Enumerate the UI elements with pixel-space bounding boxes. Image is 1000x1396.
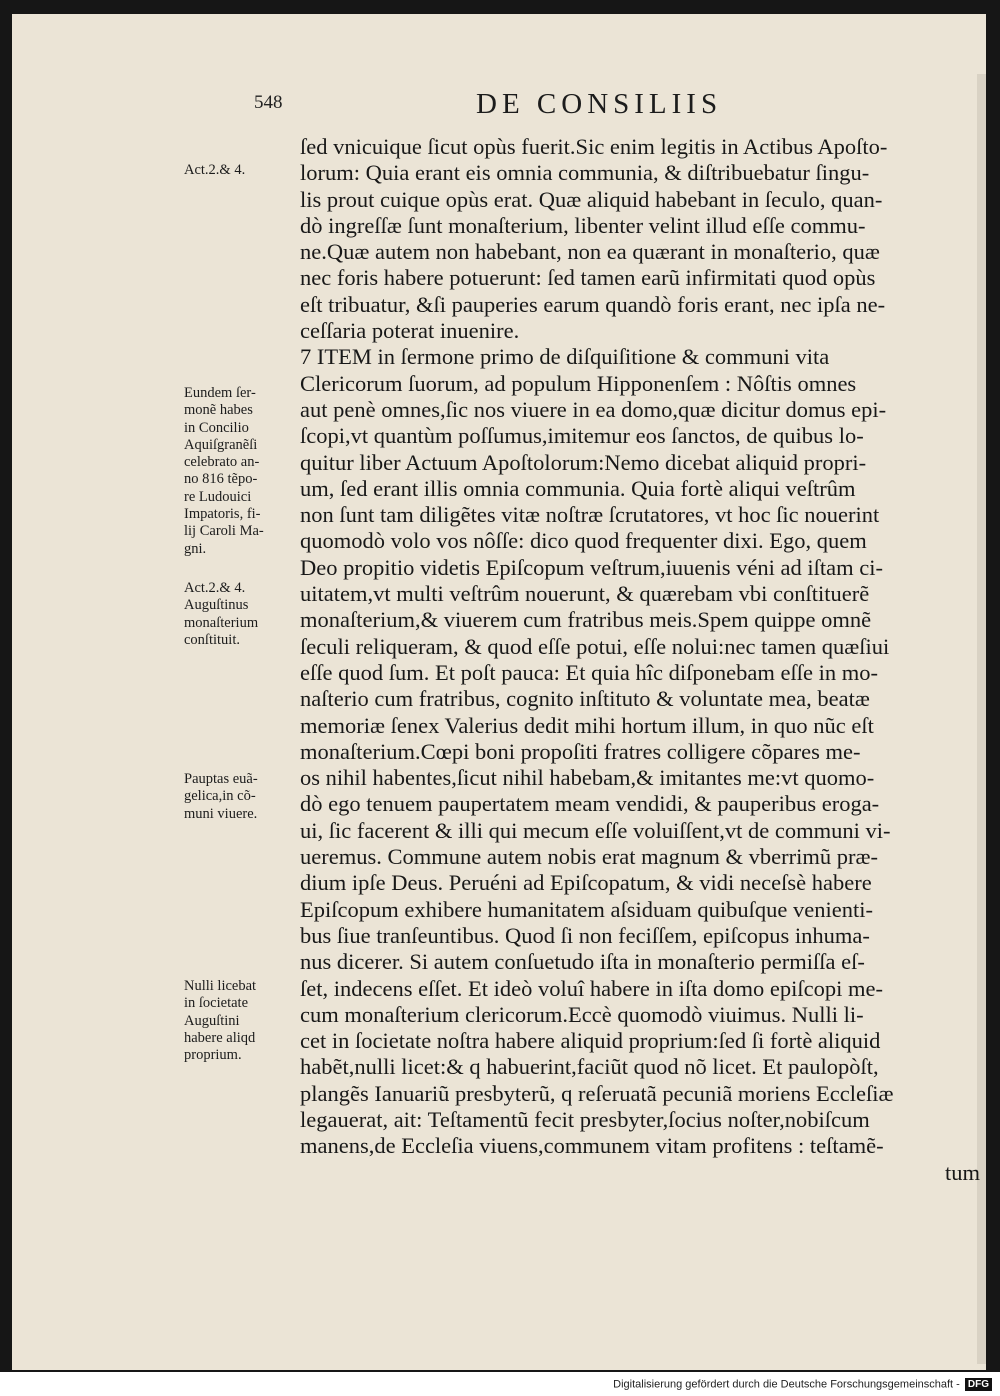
margin-note-property: [184, 978, 304, 1064]
text-line: nec foris habere potuerunt: ſed tamen earũ infirmitati quod opùs: [300, 265, 876, 291]
margin-note-line: Aquiſgranẽſi: [184, 436, 258, 453]
margin-note-line: monaſterium: [184, 614, 259, 631]
text-line: um, ſed erant illis omnia communia. Quia fortè aliqui veſtrûm: [300, 475, 856, 501]
page-number: 548: [254, 92, 283, 113]
margin-note-line: celebrato an-: [184, 454, 260, 471]
digitization-footer: [613, 1378, 992, 1391]
text-line: ſed vnicuique ſicut opùs fuerit.Sic enim legitis in Actibus Apoſto-: [300, 134, 888, 159]
footer-text: Digitalisierung gefördert durch die Deutsche Forschungsgemeinschaft -: [613, 1378, 960, 1391]
margin-note-line: Pauptas euã-: [184, 771, 258, 787]
text-line: Clericorum ſuorum, ad populum Hipponenſem : Nôſtis omnes: [300, 370, 857, 396]
text-line: cum monaſterium clericorum.Eccè quomodò viuimus. Nulli li-: [300, 1001, 864, 1027]
margin-note-line: Nulli licebat: [184, 978, 257, 994]
margin-note-acts-1: [184, 162, 304, 179]
margin-note-line: proprium.: [184, 1047, 242, 1064]
text-line: eſt tribuatur, &ſi pauperies earum quandò foris erant, nec ipſa ne-: [300, 291, 886, 317]
text-line: uitatem,vt multi veſtrûm nouerunt, & quærebam vbi conſtituerẽ: [300, 581, 870, 607]
margin-note-line: Impatoris, fi-: [184, 506, 261, 523]
text-line: memoriæ ſenex Valerius dedit mihi hortum illum, in quo nũc eſt: [300, 712, 874, 738]
text-line: eſſe quod ſum. Et poſt pauca: Et quia hîc diſponebam eſſe in mo-: [300, 659, 878, 685]
margin-note-line: conſtituit.: [184, 631, 240, 648]
margin-note-line: gni.: [184, 540, 207, 557]
text-line: dium ipſe Deus. Peruéni ad Epiſcopatum, & vidi neceſsè habere: [300, 870, 872, 896]
text-line: lorum: Quia erant eis omnia communia, & diſtribuebatur ſingu-: [300, 160, 870, 186]
margin-note-line: no 816 tẽpo-: [184, 471, 258, 488]
margin-note-line: muni viuere.: [184, 805, 258, 822]
text-line: habẽt,nulli licet:& q habuerint,faciũt quod nõ licet. Et paulopòſt,: [300, 1054, 879, 1080]
text-line: bus ſiue tranſeuntibus. Quod ſi non feciſſem, epiſcopus inhuma-: [300, 922, 870, 948]
text-line: dò ego tenuem paupertatem meam vendidi, & pauperibus eroga-: [300, 791, 880, 817]
text-line: quomodò volo vos nôſſe: dico quod frequenter dixi. Ego, quem: [300, 528, 867, 554]
text-line: ſeculi reliqueram, & quod eſſe potui, eſſe nolui:nec tamen quæſiui: [300, 633, 890, 659]
text-line: aut penè omnes,ſic nos viuere in ea domo,quæ dicitur domus epi-: [300, 396, 887, 422]
text-line: Epiſcopum exhibere humanitatem aſsiduam quibuſque venienti-: [300, 896, 873, 922]
text-line: ueremus. Commune autem nobis erat magnum & vberrimũ præ-: [300, 844, 879, 870]
margin-note-line: gelica,in cõ-: [184, 788, 256, 805]
text-line: legauerat, ait: Teſtamentũ fecit presbyter,ſocius noſter,nobiſcum: [300, 1106, 870, 1132]
text-line: monaſterium,& viuerem cum fratribus meis.Spem quippe omnẽ: [300, 607, 872, 633]
text-line: ſet, indecens eſſet. Et ideò voluî habere in iſta domo epiſcopi me-: [300, 975, 883, 1001]
margin-note-line: habere aliqd: [184, 1029, 256, 1046]
text-line: cet in ſocietate noſtra habere aliquid proprium:ſed ſi fortè aliquid: [300, 1028, 881, 1054]
text-line: plangẽs Ianuariũ presbyterũ, q reſeruatã pecuniã moriens Eccleſiæ: [300, 1080, 894, 1106]
text-line: Deo propitio videtis Epiſcopum veſtrum,iuuenis véni ad iſtam ci-: [300, 554, 884, 580]
text-line: ui, ſic facerent & illi qui mecum eſſe voluiſſent,vt de communi vi-: [300, 817, 891, 843]
margin-note-line: Auguſtinus: [184, 597, 249, 614]
text-line: ne.Quæ autem non habebant, non ea quærant in monaſterio, quæ: [300, 239, 880, 265]
running-head: DE CONSILIIS: [476, 88, 723, 120]
main-text-block: [300, 134, 986, 1186]
margin-note-line: in Concilio: [184, 419, 249, 436]
margin-note-line: lij Caroli Ma-: [184, 523, 264, 540]
text-line: manens,de Eccleſia viuens,communem vitam profitens : teſtamẽ-: [300, 1133, 884, 1159]
catchword: tum: [944, 1159, 980, 1185]
dfg-logo: DFG: [965, 1378, 992, 1391]
text-line: monaſterium.Cœpi boni propoſiti fratres colligere cõpares me-: [300, 738, 861, 764]
text-line: ceſſaria poterat inuenire.: [300, 318, 520, 344]
margin-note-line: Eundem ſer-: [184, 385, 256, 401]
text-line: quitur liber Actuum Apoſtolorum:Nemo dicebat aliquid propri-: [300, 449, 867, 475]
text-line: lis prout cuique opùs erat. Quæ aliquid habebant in ſeculo, quan-: [300, 186, 883, 212]
margin-note-augustine: [184, 580, 304, 649]
text-line: os nihil habentes,ſicut nihil habebam,& imitantes me:vt quomo-: [300, 765, 875, 791]
margin-note-line: in ſocietate: [184, 995, 249, 1012]
margin-note-line: re Ludouici: [184, 488, 252, 505]
text-line: naſterio cum fratribus, cognito inſtituto & voluntate mea, beatæ: [300, 686, 870, 712]
text-line: ſcopi,vt quantùm poſſumus,imitemur eos ſanctos, de quibus lo-: [300, 423, 864, 449]
margin-note-line: monẽ habes: [184, 402, 253, 419]
margin-note-line: Act.2.& 4.: [184, 162, 246, 178]
text-line: nus dicerer. Si autem conſuetudo iſta in monaſterio permiſſa eſ-: [300, 949, 865, 975]
text-line: non ſunt tam diligẽtes vitæ noſtræ ſcrutatores, vt hoc ſic nouerint: [300, 502, 880, 528]
margin-note-poverty: [184, 771, 304, 823]
margin-note-council: [184, 385, 304, 558]
margin-note-line: Auguſtini: [184, 1012, 240, 1029]
margin-note-line: Act.2.& 4.: [184, 580, 246, 596]
text-line: 7 ITEM in ſermone primo de diſquiſitione & communi vita: [300, 344, 830, 370]
text-line: dò ingreſſæ ſunt monaſterium, libenter velint illud eſſe commu-: [300, 212, 866, 238]
